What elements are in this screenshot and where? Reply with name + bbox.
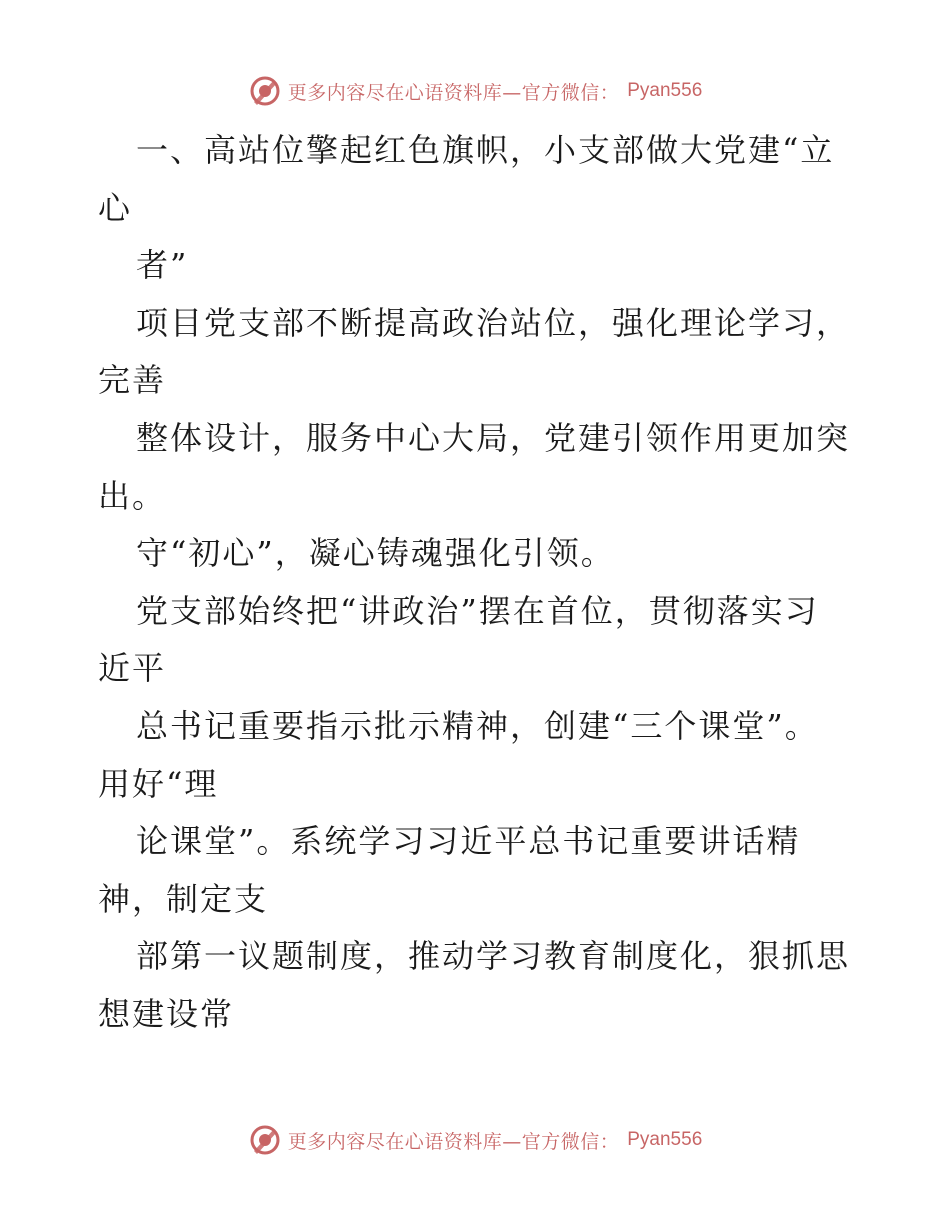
- text-line: 想建设常: [98, 994, 235, 1033]
- watermark-text: 更多内容尽在心语资料库—官方微信：: [287, 81, 620, 104]
- text-line: 近平: [98, 649, 167, 688]
- text-line: 出。: [98, 476, 167, 515]
- header-watermark: [0, 71, 950, 111]
- pen-logo-icon: [248, 1123, 282, 1157]
- watermark-text: 更多内容尽在心语资料库—官方微信：: [287, 1130, 620, 1153]
- watermark-wechat-id: Pyan556: [627, 80, 703, 101]
- text-line: 完善: [98, 361, 167, 400]
- text-line: 守“初心”，凝心铸魂强化引领。: [136, 534, 615, 573]
- text-line: 者”: [136, 246, 189, 285]
- text-line: 党支部始终把“讲政治”摆在首位，贯彻落实习: [136, 591, 819, 630]
- watermark-wechat-id: Pyan556: [627, 1129, 703, 1150]
- text-line: 用好“理: [98, 764, 219, 803]
- pen-logo-icon: [248, 74, 282, 108]
- text-line: 项目党支部不断提高政治站位，强化理论学习，: [136, 303, 851, 342]
- text-line: 总书记重要指示批示精神，创建“三个课堂”。: [136, 706, 819, 745]
- text-line: 整体设计，服务中心大局，党建引领作用更加突: [136, 418, 851, 457]
- text-line: 一、高站位擎起红色旗帜，小支部做大党建“立: [136, 131, 835, 169]
- text-line: 部第一议题制度，推动学习教育制度化，狠抓思: [136, 937, 851, 976]
- footer-watermark: [0, 1120, 950, 1160]
- document-body: [98, 122, 858, 1044]
- text-line: 心: [98, 188, 133, 227]
- text-line: 神，制定支: [98, 879, 269, 918]
- text-line: 论课堂”。系统学习习近平总书记重要讲话精: [136, 822, 801, 861]
